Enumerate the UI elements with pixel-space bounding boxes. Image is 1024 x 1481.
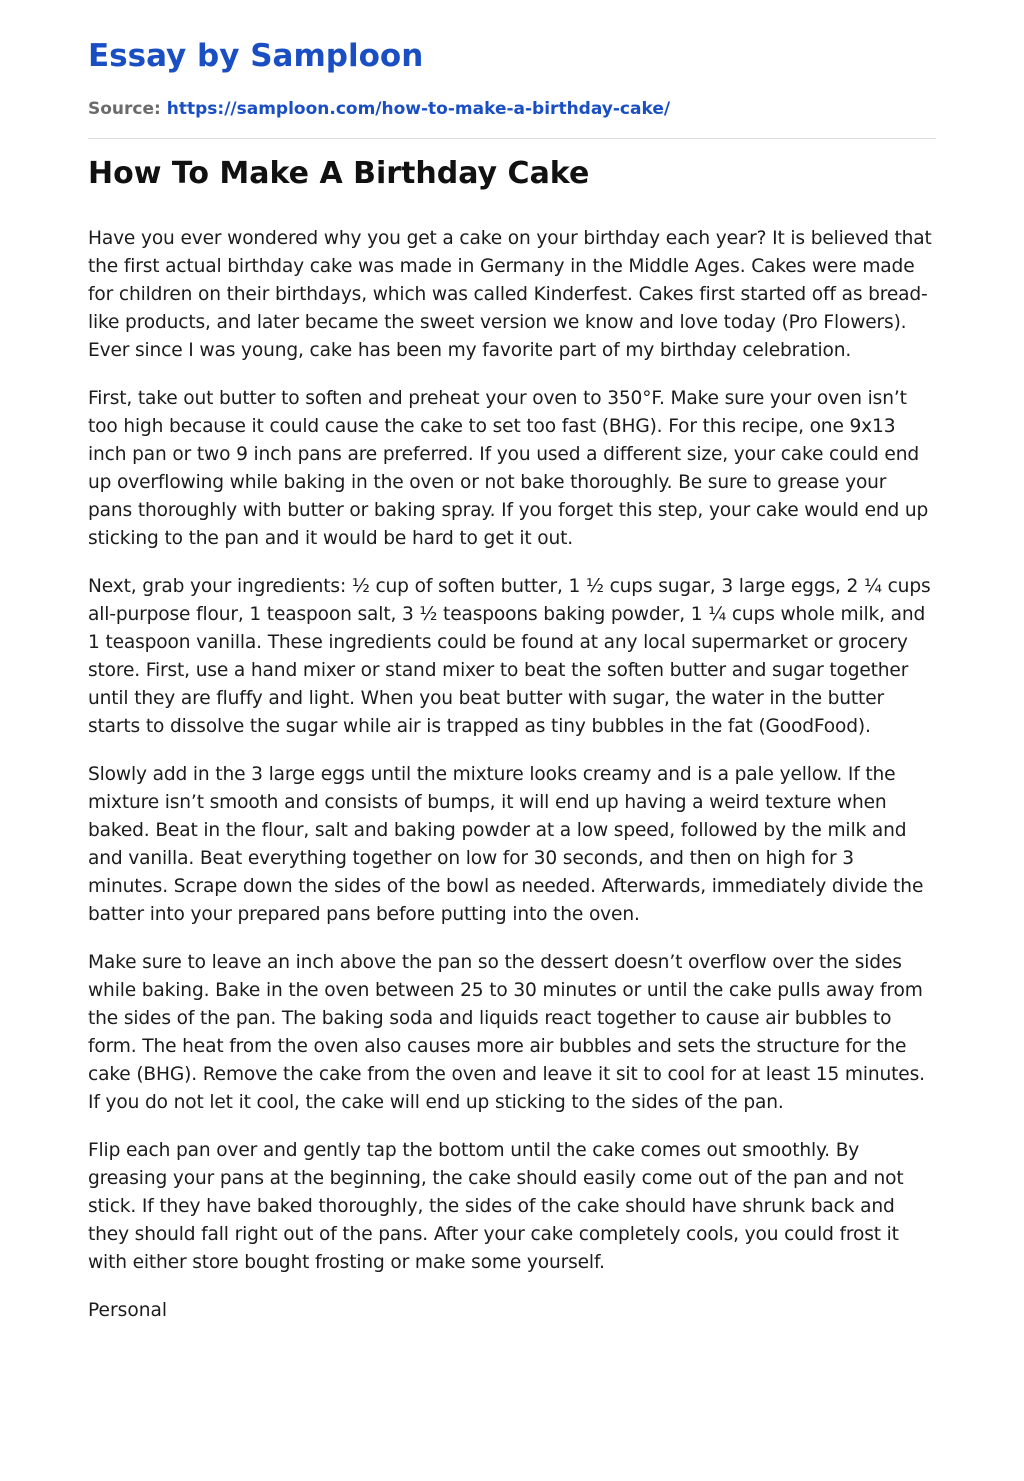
essay-paragraph: Slowly add in the 3 large eggs until the mixture looks creamy and is a pale yellow. If the mixture isn’t smooth and consists of bumps, it will end up having a weird texture when baked. Beat in the flour, salt and baking powder at a low speed, followed by the milk and and vanilla. Beat everything together on low for 30 seconds, and then on high for 3 minutes. Scrape down the sides of the bowl as needed. Afterwards, immediately divide the batter into your prepared pans before putting into the oven. — [88, 764, 924, 925]
essay-paragraph: Next, grab your ingredients: ½ cup of soften butter, 1 ½ cups sugar, 3 large eggs, 2 ¼ cups all-purpose flour, 1 teaspoon salt, 3 ½ teaspoons baking powder, 1 ¼ cups whole milk, and 1 teaspoon vanilla. These ingredients could be found at any local supermarket or grocery store. First, use a hand mixer or stand mixer to beat the soften butter and sugar together until they are fluffy and light. When you beat butter with sugar, the water in the butter starts to dissolve the sugar while air is trapped as tiny bubbles in the fat (GoodFood). — [88, 576, 931, 737]
header-divider — [88, 138, 936, 139]
brand-title: Essay by Samploon — [88, 38, 424, 74]
essay-paragraph: Have you ever wondered why you get a cake on your birthday each year? It is believed that the first actual birthday cake was made in Germany in the Middle Ages. Cakes were made for children on their birthdays, which was called Kinderfest. Cakes first started off as bread-like products, and later became the sweet version we know and love today (Pro Flowers). Ever since I was young, cake has been my favorite part of my birthday celebration. — [88, 228, 932, 361]
source-line — [88, 98, 936, 120]
essay-body — [88, 225, 936, 1325]
essay-paragraph: Make sure to leave an inch above the pan so the dessert doesn’t overflow over the sides while baking. Bake in the oven between 25 to 30 minutes or until the cake pulls away from the sides of the pan. The baking soda and liquids react together to cause air bubbles to form. The heat from the oven also causes more air bubbles and sets the structure for the cake (BHG). Remove the cake from the oven and leave it sit to cool for at least 15 minutes. If you do not let it cool, the cake will end up sticking to the sides of the pan. — [88, 952, 925, 1113]
essay-title: How To Make A Birthday Cake — [88, 156, 590, 191]
source-link[interactable]: https://samploon.com/how-to-make-a-birthday-cake/ — [166, 99, 671, 119]
section-label-personal: Personal — [88, 1300, 168, 1321]
essay-paragraph: Flip each pan over and gently tap the bottom until the cake comes out smoothly. By greasing your pans at the beginning, the cake should easily come out of the pan and not stick. If they have baked thoroughly, the sides of the cake should have shrunk back and they should fall right out of the pans. After your cake completely cools, you could frost it with either store bought frosting or make some yourself. — [88, 1140, 904, 1273]
essay-paragraph: First, take out butter to soften and preheat your oven to 350°F. Make sure your oven isn’t too high because it could cause the cake to set too fast (BHG). For this recipe, one 9x13 inch pan or two 9 inch pans are preferred. If you used a different size, your cake could end up overflowing while baking in the oven or not bake thoroughly. Be sure to grease your pans thoroughly with butter or baking spray. If you forget this step, your cake would end up sticking to the pan and it would be hard to get it out. — [88, 388, 929, 549]
source-label: Source: — [88, 99, 161, 119]
essay-page — [88, 0, 936, 1325]
